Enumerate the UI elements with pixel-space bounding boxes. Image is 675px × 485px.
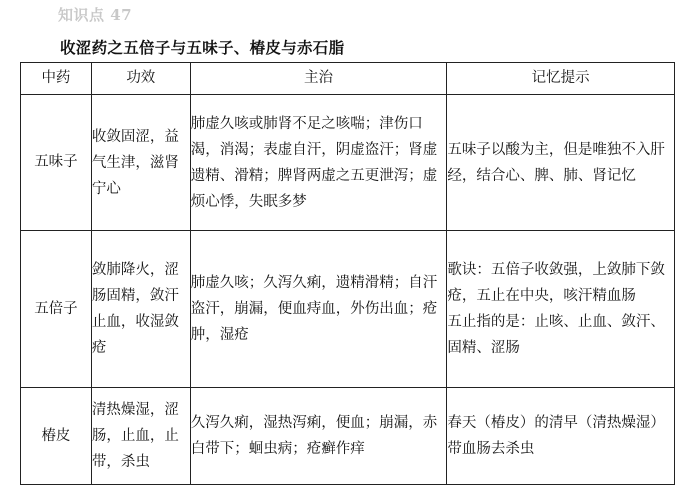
herb-name: 五倍子 — [21, 231, 92, 388]
herb-indications: 久泻久痢，湿热泻痢，便血；崩漏，赤白带下；蛔虫病；疮癣作痒 — [190, 388, 447, 485]
page-title: 收涩药之五倍子与五味子、椿皮与赤石脂 — [60, 38, 345, 57]
herb-name: 椿皮 — [21, 388, 92, 485]
table-row — [21, 388, 675, 485]
header-tips: 记忆提示 — [447, 63, 675, 95]
herb-effect: 收敛固涩，益气生津，滋肾宁心 — [91, 95, 190, 231]
memory-tip — [447, 231, 675, 388]
table-row — [21, 95, 675, 231]
memory-tip — [447, 95, 675, 231]
herb-table — [20, 62, 675, 485]
memory-tip-line: 春天（椿皮）的清早（清热燥湿）带血肠去杀虫 — [447, 415, 665, 457]
herb-indications: 肺虚久咳；久泻久痢，遗精滑精；自汗盗汗，崩漏，便血痔血，外伤出血；疮肿，湿疮 — [190, 231, 447, 388]
herb-effect: 清热燥湿，涩肠，止血，止带，杀虫 — [91, 388, 190, 485]
memory-tip-line: 歌诀：五倍子收敛强，上敛肺下敛疮，五止在中央，咳汗精血肠 — [447, 262, 665, 304]
header-effect: 功效 — [91, 63, 190, 95]
memory-tip — [447, 388, 675, 485]
knowledge-point-label: 知识点 47 — [58, 6, 133, 24]
table-header-row — [21, 63, 675, 95]
header-herb: 中药 — [21, 63, 92, 95]
memory-tip-line: 五止指的是：止咳、止血、敛汗、固精、涩肠 — [447, 314, 665, 356]
memory-tip-line: 五味子以酸为主，但是唯独不入肝经，结合心、脾、肺、肾记忆 — [447, 141, 665, 184]
herb-indications: 肺虚久咳或肺肾不足之咳喘；津伤口渴，消渴；表虚自汗，阴虚盗汗；肾虚遗精、滑精；脾肾两虚之五更泄泻；虚烦心悸，失眠多梦 — [190, 95, 447, 231]
header-indications: 主治 — [190, 63, 447, 95]
herb-effect: 敛肺降火，涩肠固精，敛汗止血，收湿敛疮 — [91, 231, 190, 388]
table-row — [21, 231, 675, 388]
herb-name: 五味子 — [21, 95, 92, 231]
